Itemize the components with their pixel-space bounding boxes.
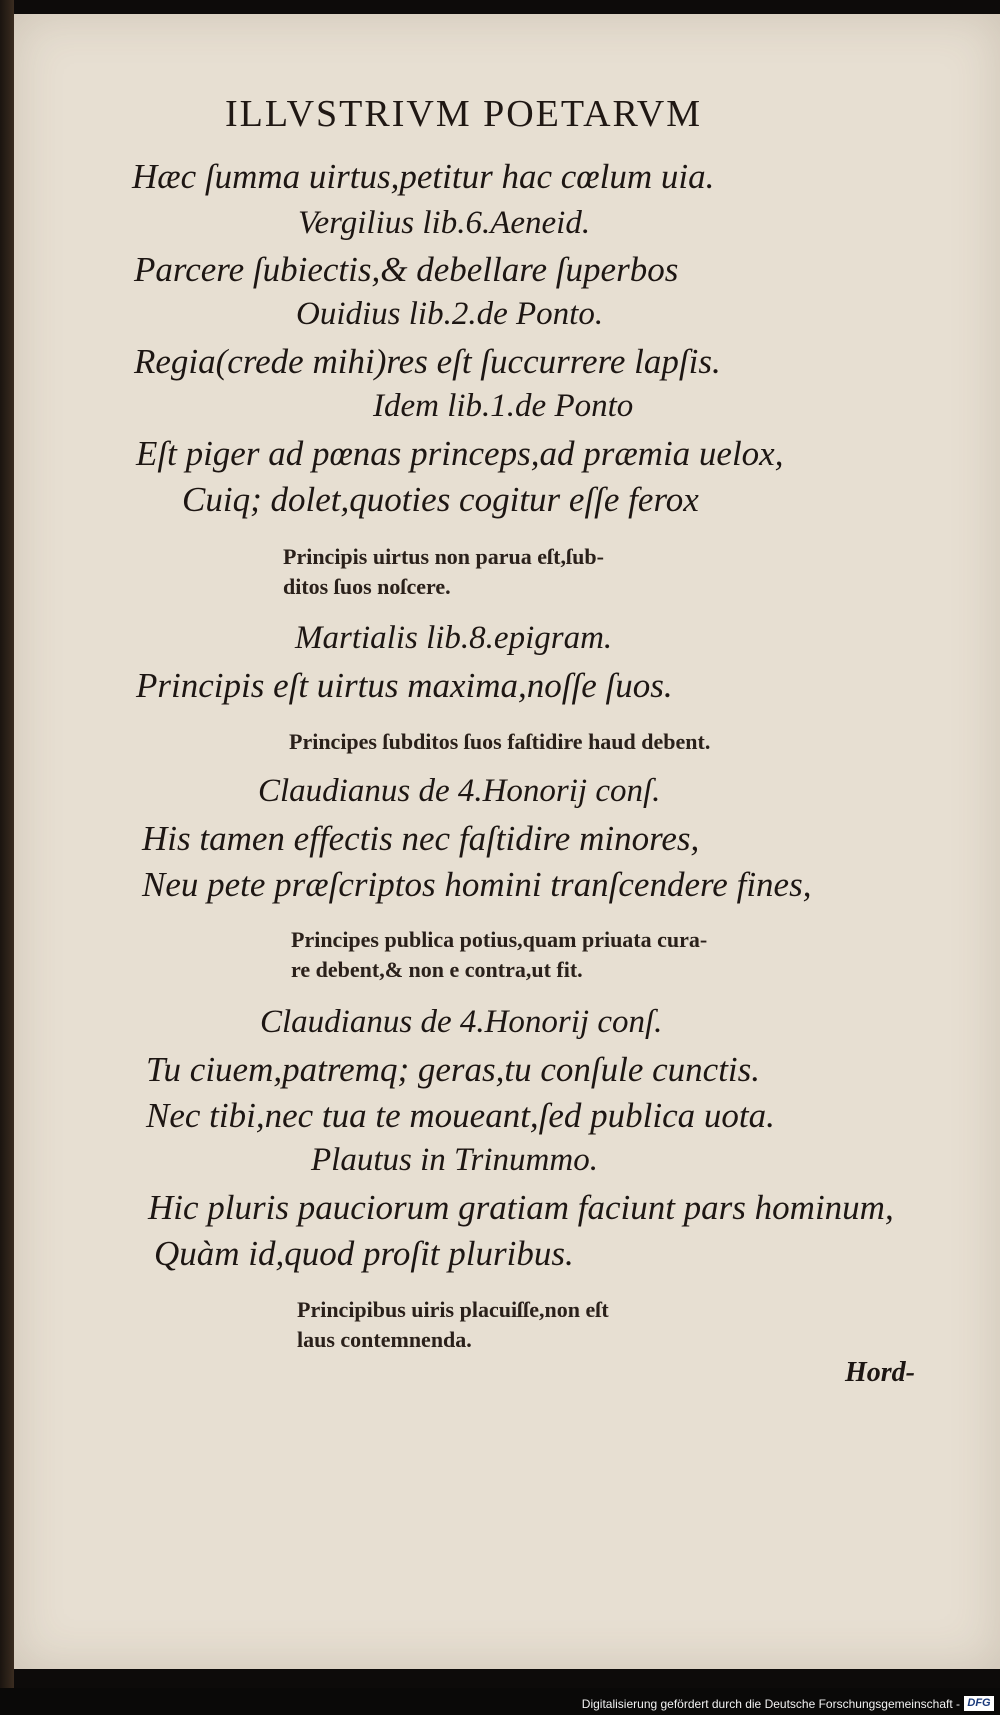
- verse-line: Quàm id,quod proſit pluribus.: [154, 1234, 574, 1273]
- margin-note-line: ditos ſuos noſcere.: [283, 574, 451, 599]
- source-citation: Martialis lib.8.epigram.: [295, 620, 613, 656]
- verse-line: Nec tibi,nec tua te moueant,ſed publica uota.: [146, 1096, 775, 1135]
- verse-line: Eſt piger ad pœnas princeps,ad præmia uelox,: [136, 434, 784, 473]
- source-citation: Vergilius lib.6.Aeneid.: [298, 205, 591, 241]
- margin-note-line: laus contemnenda.: [297, 1327, 472, 1352]
- verse-line: Principis eſt uirtus maxima,noſſe ſuos.: [136, 666, 673, 705]
- bleed-through-text: [895, 140, 995, 1040]
- margin-note-line: re debent,& non e contra,ut fit.: [291, 957, 583, 982]
- source-citation: Claudianus de 4.Honorij conſ.: [258, 773, 661, 809]
- source-citation: Claudianus de 4.Honorij conſ.: [260, 1004, 663, 1040]
- catchword: Hord-: [845, 1357, 915, 1388]
- digitization-credit: Digitalisierung gefördert durch die Deutsche Forschungsgemeinschaft -: [581, 1697, 960, 1711]
- source-citation: Idem lib.1.de Ponto: [373, 388, 634, 424]
- verse-line: Neu pete præſcriptos homini tranſcendere fines,: [142, 865, 812, 904]
- verse-line: Regia(crede mihi)res eſt ſuccurrere lapſis.: [134, 342, 721, 381]
- running-header: ILLVSTRIVM POETARVM: [225, 93, 703, 135]
- verse-line: His tamen effectis nec faſtidire minores,: [142, 819, 700, 858]
- margin-note-line: Principibus uiris placuiſſe,non eſt: [297, 1297, 609, 1322]
- verse-line: Tu ciuem,patremq; geras,tu conſule cunctis.: [146, 1050, 761, 1089]
- source-citation: Ouidius lib.2.de Ponto.: [296, 296, 604, 332]
- verse-line: Parcere ſubiectis,& debellare ſuperbos: [134, 250, 679, 289]
- margin-note-line: Principes publica potius,quam priuata cura-: [291, 927, 708, 952]
- verse-line: Cuiq; dolet,quoties cogitur eſſe ferox: [182, 480, 699, 519]
- source-citation: Plautus in Trinummo.: [311, 1142, 598, 1178]
- verse-line: Hic pluris pauciorum gratiam faciunt pars hominum,: [148, 1188, 894, 1227]
- dfg-logo-icon: DFG: [964, 1696, 994, 1711]
- verse-line: Hæc ſumma uirtus,petitur hac cœlum uia.: [132, 157, 715, 196]
- page-left-edge: [0, 0, 14, 1715]
- margin-note-line: Principes ſubditos ſuos faſtidire haud debent.: [289, 729, 711, 754]
- margin-note-line: Principis uirtus non parua eſt,ſub-: [283, 544, 604, 569]
